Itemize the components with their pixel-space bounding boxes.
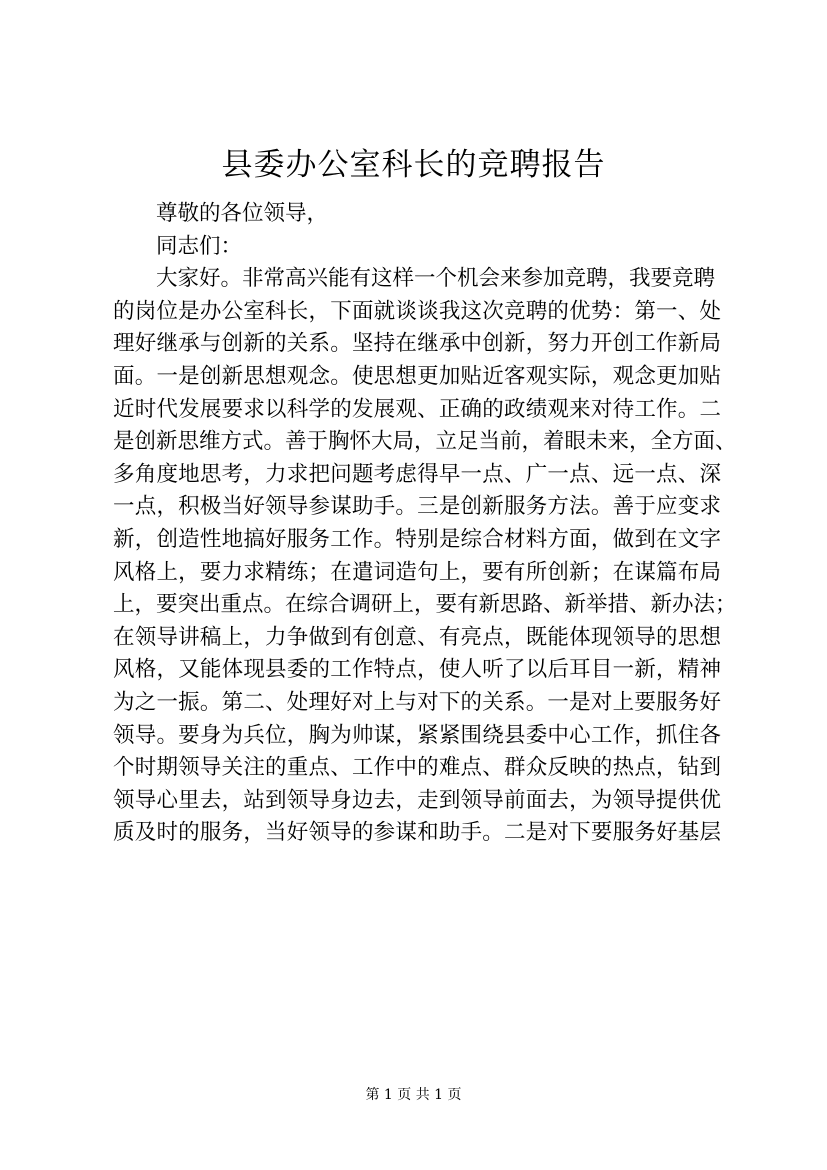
- paragraph-line: 多角度地思考，力求把问题考虑得早一点、广一点、远一点、深: [113, 461, 721, 487]
- greeting-line: 同志们：: [156, 233, 243, 259]
- paragraph-line: 质及时的服务，当好领导的参谋和助手。二是对下要服务好基层: [113, 820, 721, 846]
- paragraph-line: 的岗位是办公室科长，下面就谈谈我这次竞聘的优势：第一、处: [113, 298, 721, 324]
- greeting-line: 尊敬的各位领导，: [156, 201, 329, 226]
- paragraph-line: 领导。要身为兵位，胸为帅谋，紧紧围绕县委中心工作，抓住各: [113, 722, 721, 748]
- paragraph-line: 面。一是创新思想观念。使思想更加贴近客观实际，观念更加贴: [113, 363, 721, 389]
- page-footer: 第 1 页 共 1 页: [365, 1087, 462, 1103]
- paragraph-line: 在领导讲稿上，力争做到有创意、有亮点，既能体现领导的思想: [113, 624, 721, 650]
- paragraph-line: 风格上，要力求精练；在遣词造句上，要有所创新；在谋篇布局: [113, 559, 721, 585]
- document-body: [113, 198, 737, 850]
- paragraph-line: 理好继承与创新的关系。坚持在继承中创新，努力开创工作新局: [113, 331, 721, 357]
- paragraph-line: 领导心里去，站到领导身边去，走到领导前面去，为领导提供优: [113, 787, 721, 813]
- paragraph-line: 风格，又能体现县委的工作特点，使人听了以后耳目一新，精神: [113, 657, 721, 683]
- paragraph-line: 一点，积极当好领导参谋助手。三是创新服务方法。善于应变求: [113, 494, 721, 520]
- paragraph-line: 近时代发展要求以科学的发展观、正确的政绩观来对待工作。二: [113, 396, 721, 422]
- paragraph-line: 上，要突出重点。在综合调研上，要有新思路、新举措、新办法；: [113, 592, 737, 618]
- paragraph-line: 新，创造性地搞好服务工作。特别是综合材料方面，做到在文字: [113, 526, 721, 552]
- paragraph-line: 是创新思维方式。善于胸怀大局，立足当前，着眼未来，全方面、: [113, 429, 737, 455]
- paragraph-line: 个时期领导关注的重点、工作中的难点、群众反映的热点，钻到: [113, 755, 721, 781]
- paragraph-line: 大家好。非常高兴能有这样一个机会来参加竞聘，我要竞聘: [156, 266, 716, 292]
- document-title: 县委办公室科长的竞聘报告: [221, 147, 606, 183]
- paragraph-line: 为之一振。第二、处理好对上与对下的关系。一是对上要服务好: [113, 689, 721, 715]
